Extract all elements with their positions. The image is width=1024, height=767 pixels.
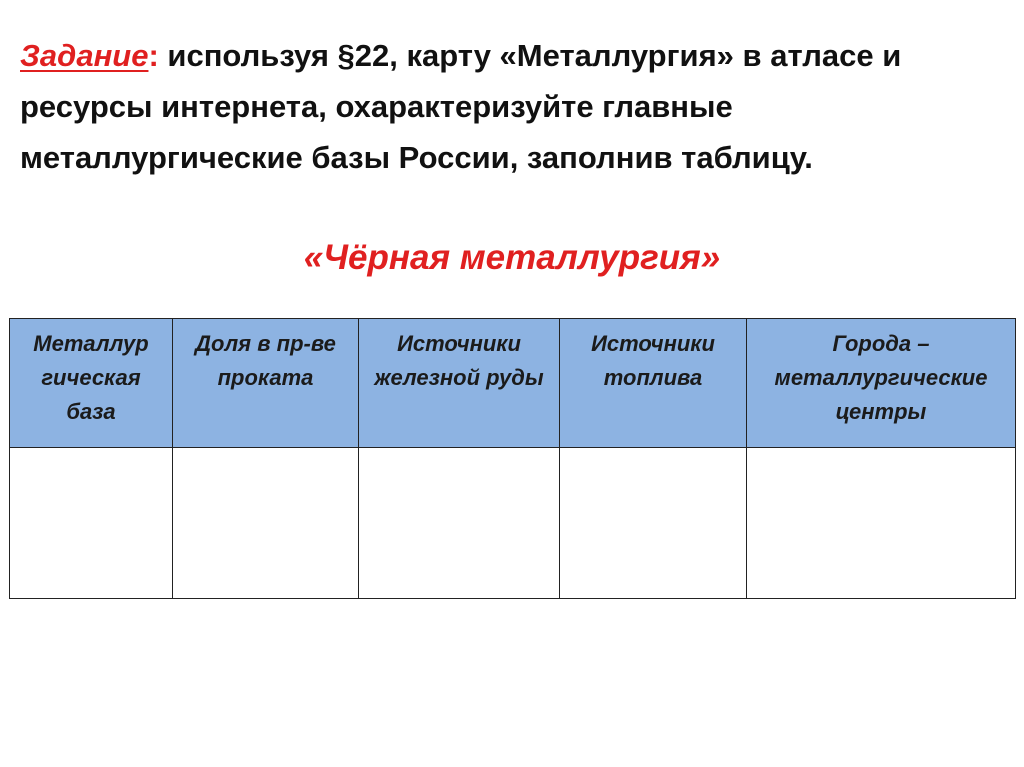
header-metallurgical-cities: Города – металлургические центры <box>747 319 1016 448</box>
table-cell-rolling-share[interactable] <box>173 448 359 599</box>
table-cell-iron-ore[interactable] <box>359 448 560 599</box>
header-iron-ore-sources: Источники железной руды <box>359 319 560 448</box>
table-cell-fuel[interactable] <box>560 448 747 599</box>
metallurgy-table <box>9 318 1016 599</box>
table-cell-base[interactable] <box>10 448 173 599</box>
table-cell-cities[interactable] <box>747 448 1016 599</box>
table-header-row <box>10 319 1016 448</box>
header-metallurgical-base: Металлур гическая база <box>10 319 173 448</box>
header-fuel-sources: Источники топлива <box>560 319 747 448</box>
task-label: Задание <box>20 38 149 73</box>
task-colon: : <box>148 38 159 73</box>
header-rolling-share: Доля в пр-ве проката <box>173 319 359 448</box>
table-row <box>10 448 1016 599</box>
task-text: используя §22, карту «Металлургия» в атласе и ресурсы интернета, охарактеризуйте главные металлургические базы России, заполнив таблицу. <box>20 38 902 175</box>
section-subtitle: «Чёрная металлургия» <box>303 238 721 277</box>
task-paragraph <box>20 30 1010 183</box>
